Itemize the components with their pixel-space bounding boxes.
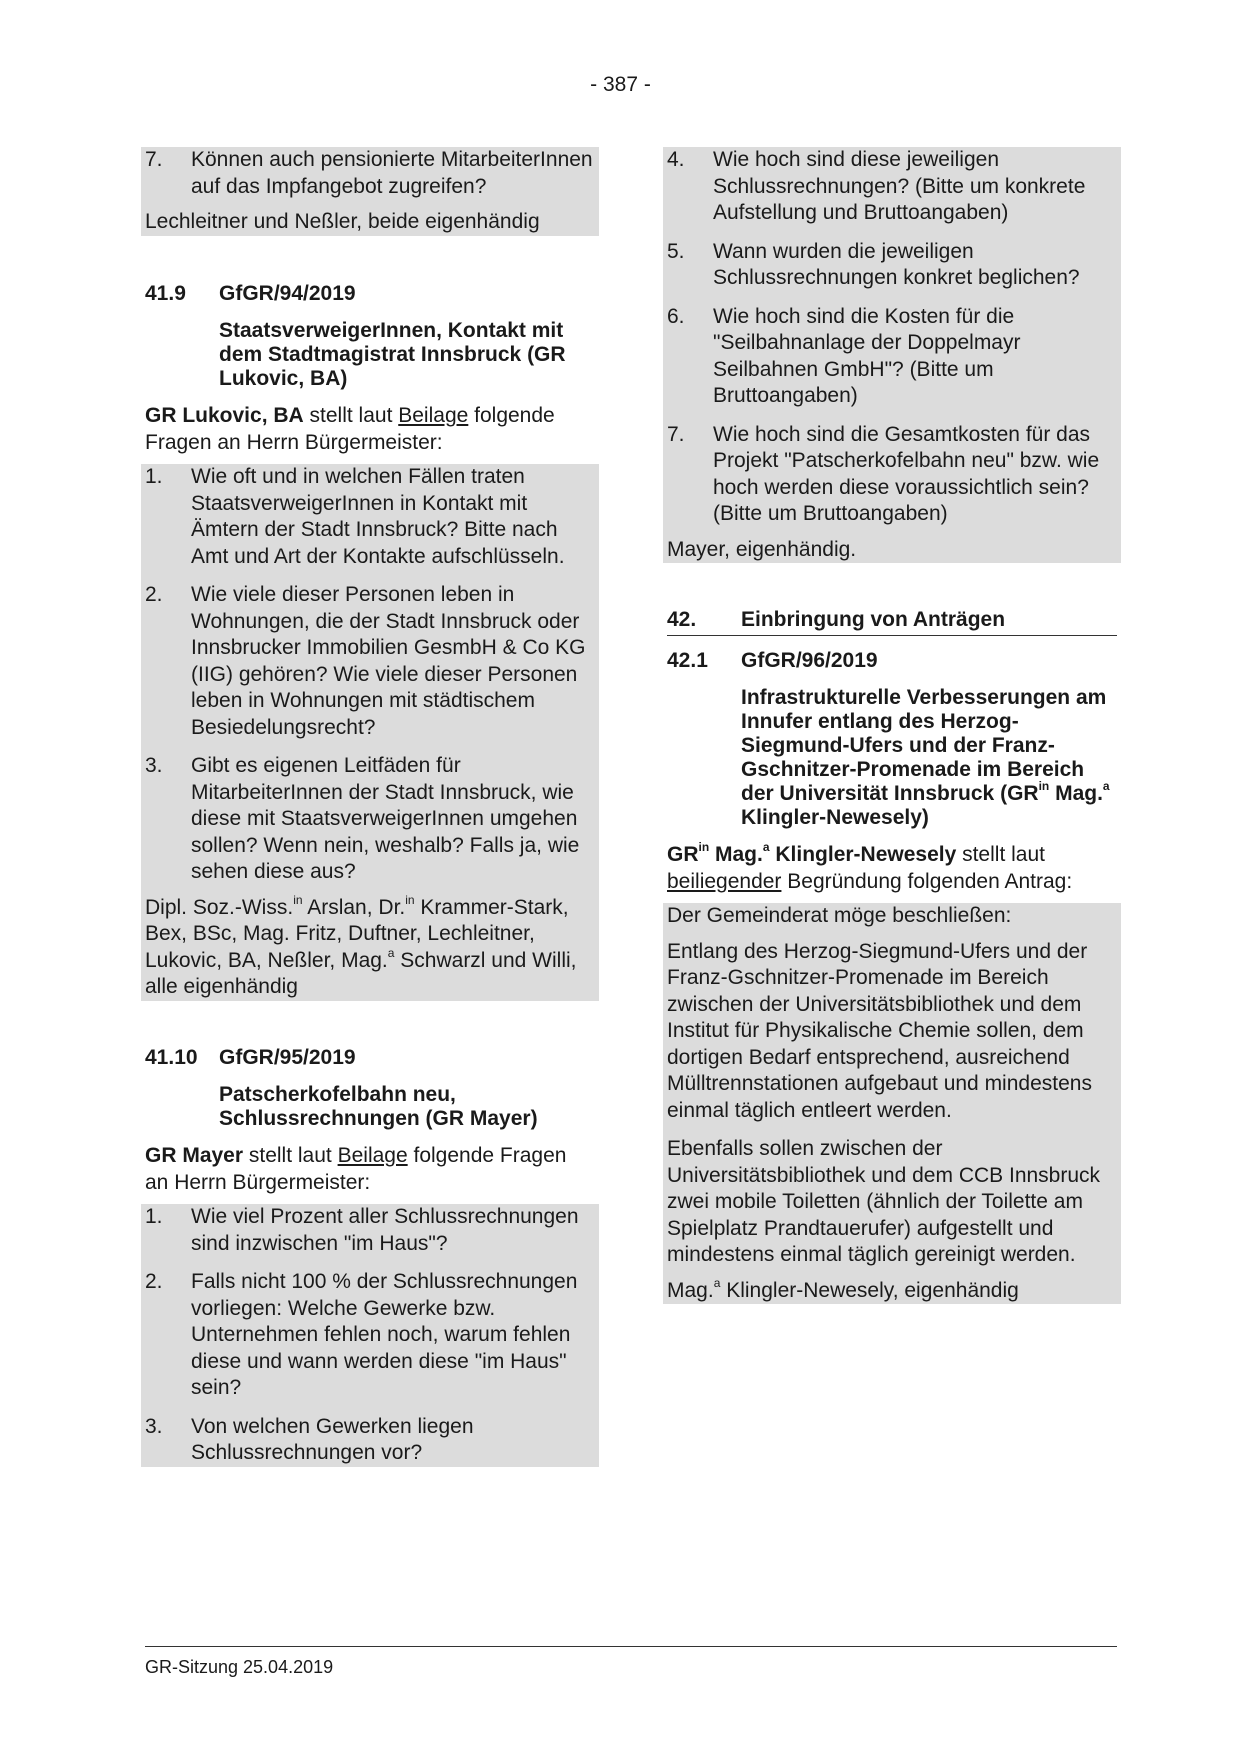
section-heading-41-9 [145, 281, 595, 308]
list-number: 5. [667, 239, 685, 263]
section-heading-42 [667, 607, 1117, 636]
list-text: Wie viel Prozent aller Schlussrechnungen sind inzwischen "im Haus"? [191, 1205, 579, 1255]
list-text: Wie oft und in welchen Fällen traten StaatsverweigerInnen in Kontakt mit Ämtern der Stadt Innsbruck? Bitte nach Amt und Art der Kontakte aufschlüsseln. [191, 465, 565, 568]
signature: Mayer, eigenhändig. [667, 537, 857, 561]
list-item [145, 147, 595, 200]
list-text: Wie hoch sind die Kosten für die "Seilbahnanlage der Doppelmayr Seilbahnen GmbH"? (Bitte um Bruttoangaben) [713, 304, 1021, 407]
section-title: Infrastrukturelle Verbesserungen am Innufer entlang des Herzog-Siegmund-Ufers und der Franz-Gschnitzer-Promenade im Bereich der Universität Innsbruck ($GR^{in}$ Mag.$^a$ Klingler-Newesely) [741, 686, 1110, 829]
intro-paragraph [145, 403, 595, 456]
list-number: 4. [667, 148, 685, 171]
attachment-link[interactable]: Beilage [337, 1144, 408, 1167]
signature: Mag.$^a$ Klingler-Newesely, eigenhändig [667, 1275, 1019, 1302]
motion-intro: Der Gemeinderat möge beschließen: [667, 904, 1012, 927]
list-item [145, 582, 595, 741]
list-item [667, 304, 1117, 410]
list-text: Gibt es eigenen Leitfäden für MitarbeiterInnen der Stadt Innsbruck, wie diese mit StaatsverweigerInnen umgehen sollen? Wenn nein, weshalb? Falls ja, wie sehen diese aus? [191, 754, 580, 883]
list-text: Wie hoch sind diese jeweiligen Schlussrechnungen? (Bitte um konkrete Aufstellung und Bruttoangaben) [713, 148, 1086, 224]
motion-block [663, 903, 1121, 1304]
attachment-link[interactable]: beiliegender [667, 869, 782, 893]
list-item [145, 464, 595, 570]
list-number: 7. [667, 422, 685, 446]
list-text: Können auch pensionierte MitarbeiterInnen auf das Impfangebot zugreifen? [191, 148, 593, 198]
list-number: 2. [145, 583, 163, 606]
author-name: GR Mayer [145, 1144, 244, 1167]
footer-text: GR-Sitzung 25.04.2019 [145, 1657, 334, 1677]
section-code: GfGR/94/2019 [219, 281, 356, 305]
section-number: 41.10 [145, 1045, 198, 1069]
list-item [667, 239, 1117, 292]
list-item [145, 1269, 595, 1402]
list-item [667, 422, 1117, 528]
attachment-link[interactable]: Beilage [398, 404, 469, 427]
section-heading-42-1 [667, 648, 1117, 675]
list-number: 7. [145, 148, 163, 171]
footer-divider [145, 1646, 1117, 1647]
list-item [145, 1204, 595, 1257]
list-number: 1. [145, 465, 163, 488]
section-number: 42.1 [667, 648, 708, 672]
section-number: 41.9 [145, 281, 186, 305]
list-text: Von welchen Gewerken liegen Schlussrechnungen vor? [191, 1414, 474, 1464]
page-number: - 387 - [590, 73, 651, 96]
motion-paragraph: Ebenfalls sollen zwischen der Universitätsbibliothek und dem CCB Innsbruck zwei mobile Toiletten (ähnlich der Toilette am Spielplatz Prandtauerufer) aufgestellt und mindestens einmal täglich gereinigt werden. [667, 1137, 1101, 1266]
motion-paragraph: Entlang des Herzog-Siegmund-Ufers und der Franz-Gschnitzer-Promenade im Bereich zwischen der Universitätsbibliothek und dem Institut für Physikalische Chemie sollen, dem dortigen Bedarf entsprechend, ausreichend Mülltrennstationen aufgebaut und mindestens einmal täglich entleert werden. [667, 939, 1092, 1122]
list-text: Falls nicht 100 % der Schlussrechnungen vorliegen: Welche Gewerke bzw. Unternehmen fehlen noch, warum fehlen diese und wann werden diese "im Haus" sein? [191, 1270, 578, 1399]
intro-text: stellt laut [956, 843, 1045, 866]
list-item [667, 147, 1117, 227]
right-column [667, 147, 1117, 1304]
intro-text: folgende Fragen an Herrn Bürgermeister: [145, 404, 555, 454]
question-block-41-8-end [141, 147, 599, 236]
section-number: 42. [667, 608, 697, 631]
list-number: 2. [145, 1270, 163, 1293]
intro-text: stellt laut [243, 1144, 338, 1167]
section-title: StaatsverweigerInnen, Kontakt mit dem Stadtmagistrat Innsbruck (GR Lukovic, BA) [219, 319, 566, 390]
author-name: $GR^{in}$ Mag.$^a$ Klingler-Newesely [667, 840, 957, 866]
list-text: Wann wurden die jeweiligen Schlussrechnungen konkret beglichen? [713, 239, 1080, 289]
section-title: Patscherkofelbahn neu, Schlussrechnungen (GR Mayer) [219, 1083, 538, 1130]
list-number: 3. [145, 754, 163, 777]
list-item [145, 753, 595, 886]
section-heading-41-10 [145, 1045, 595, 1072]
signature: Lechleitner und Neßler, beide eigenhändig [145, 210, 540, 233]
section-code: GfGR/95/2019 [219, 1045, 356, 1069]
intro-paragraph [667, 842, 1117, 895]
question-block-41-10 [141, 1204, 599, 1467]
list-number: 1. [145, 1205, 163, 1228]
author-name: GR Lukovic, BA [145, 404, 304, 427]
section-title: Einbringung von Anträgen [741, 608, 1006, 631]
left-column [145, 147, 595, 1467]
intro-paragraph [145, 1143, 595, 1196]
intro-text: stellt laut [303, 404, 399, 427]
list-number: 3. [145, 1414, 163, 1438]
list-item [145, 1414, 595, 1467]
intro-text: folgende Fragen an Herrn Bürgermeister: [145, 1144, 567, 1194]
intro-text: Begründung folgenden Antrag: [781, 869, 1073, 893]
list-text: Wie hoch sind die Gesamtkosten für das Projekt "Patscherkofelbahn neu" bzw. wie hoch werden diese voraussichtlich sein? (Bitte um Bruttoangaben) [713, 422, 1100, 525]
signature: Dipl. Soz.-Wiss.$^{in}$ Arslan, Dr.$^{in}$ Krammer-Stark, Bex, BSc, Mag. Fritz, Duftner, Lechleitner, Lukovic, BA, Neßler, Mag.$^a$ Schwarzl und Willi, alle eigenhändig [145, 892, 577, 998]
list-number: 6. [667, 304, 685, 328]
list-text: Wie viele dieser Personen leben in Wohnungen, die der Stadt Innsbruck oder Innsbrucker Immobilien GesmbH & Co KG (IIG) gehören? Wie viele dieser Personen leben in Wohnungen mit städtischem Besiedelungsrecht? [191, 583, 586, 739]
question-block-41-9 [141, 464, 599, 1001]
question-block-41-10-cont [663, 147, 1121, 563]
section-code: GfGR/96/2019 [741, 648, 878, 672]
